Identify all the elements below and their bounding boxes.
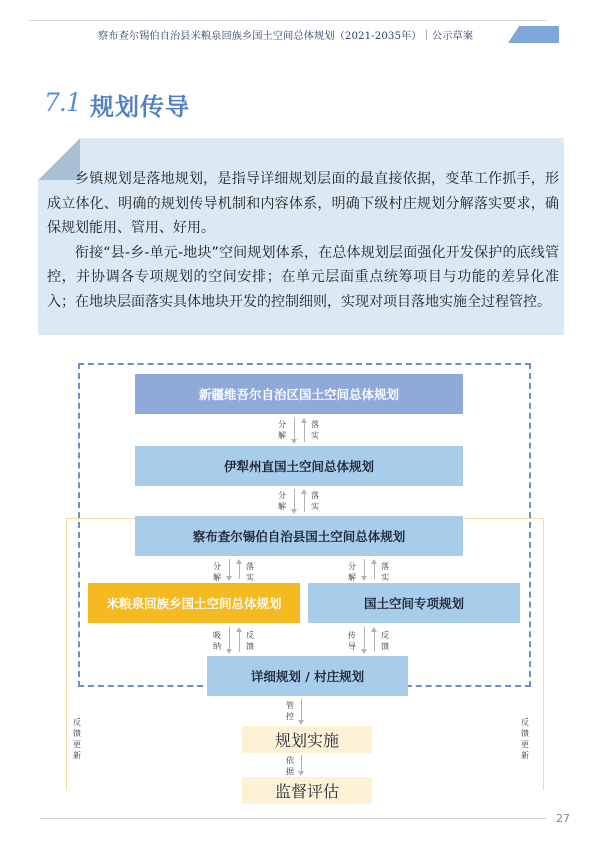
label-xina: 吸纳 (213, 631, 221, 651)
box-township-plan: 米粮泉回族乡国土空间总体规划 (88, 583, 300, 623)
box-yili-plan: 伊犁州直国土空间总体规划 (135, 446, 463, 486)
box-county-plan: 察布查尔锡伯自治县国土空间总体规划 (135, 516, 463, 556)
arrow-down-1 (294, 418, 295, 440)
side-label-left: 反馈更新 (73, 718, 81, 760)
box-detailed-plan: 详细规划 / 村庄规划 (207, 656, 408, 696)
label-fenjie-4: 分解 (348, 562, 356, 582)
arrow-up-3 (239, 563, 240, 579)
arrow-up-2 (304, 493, 305, 512)
label-fenjie-3: 分解 (213, 562, 221, 582)
label-fenjie-2: 分解 (278, 491, 286, 511)
label-luoshi-3: 落实 (246, 562, 254, 582)
arrow-up-5 (239, 631, 240, 652)
arrow-up-4 (374, 563, 375, 579)
intro-paragraph-2: 衔接“县-乡-单元-地块”空间规划体系，在总体规划层面强化开发保护的底线管控，并协调各专项规划的空间安排；在单元层面重点统筹项目与功能的差异化准入；在地块层面落实具体地块开发的控制细则，实现对项目落地实施全过程管控。 (47, 244, 559, 310)
box-implementation: 规划实施 (242, 726, 372, 753)
arrow-down-3 (229, 559, 230, 577)
arrow-up-1 (304, 422, 305, 442)
box-supervision: 监督评估 (242, 777, 372, 804)
arrow-down-4 (364, 559, 365, 577)
label-fenjie-1: 分解 (278, 420, 286, 440)
arrow-down-8 (301, 755, 302, 772)
label-yiju: 依据 (286, 756, 294, 776)
label-fankui-2: 反馈 (381, 631, 389, 651)
document-header-title: 察布查尔锡伯自治县米粮泉回族乡国土空间总体规划（2021-2035年）｜公示草案 (98, 31, 474, 42)
box-special-plan: 国土空间专项规划 (308, 583, 520, 623)
arrow-down-5 (229, 627, 230, 650)
arrow-down-6 (364, 627, 365, 650)
label-chuandao: 传导 (348, 631, 356, 651)
side-label-right: 反馈更新 (521, 718, 529, 760)
page-number: 27 (556, 812, 570, 825)
arrow-down-2 (294, 489, 295, 510)
label-fankui-1: 反馈 (246, 631, 254, 651)
arrow-up-6 (374, 631, 375, 652)
box-xinjiang-plan: 新疆维吾尔自治区国土空间总体规划 (135, 374, 463, 414)
label-guankong: 管控 (286, 701, 294, 721)
label-luoshi-2: 落实 (311, 491, 319, 511)
section-number: 7.1 (44, 88, 81, 117)
label-luoshi-4: 落实 (381, 562, 389, 582)
section-title: 规划传导 (90, 93, 190, 121)
intro-paragraph-1: 乡镇规划是落地规划，是指导详细规划层面的最直接依据，变革工作抓手，形成立体化、明确的规划传导机制和内容体系，明确下级村庄规划分解落实要求，确保规划能用、管用、好用。 (47, 171, 559, 236)
arrow-down-7 (301, 699, 302, 721)
label-luoshi-1: 落实 (311, 420, 319, 440)
footer-rule (40, 818, 546, 819)
